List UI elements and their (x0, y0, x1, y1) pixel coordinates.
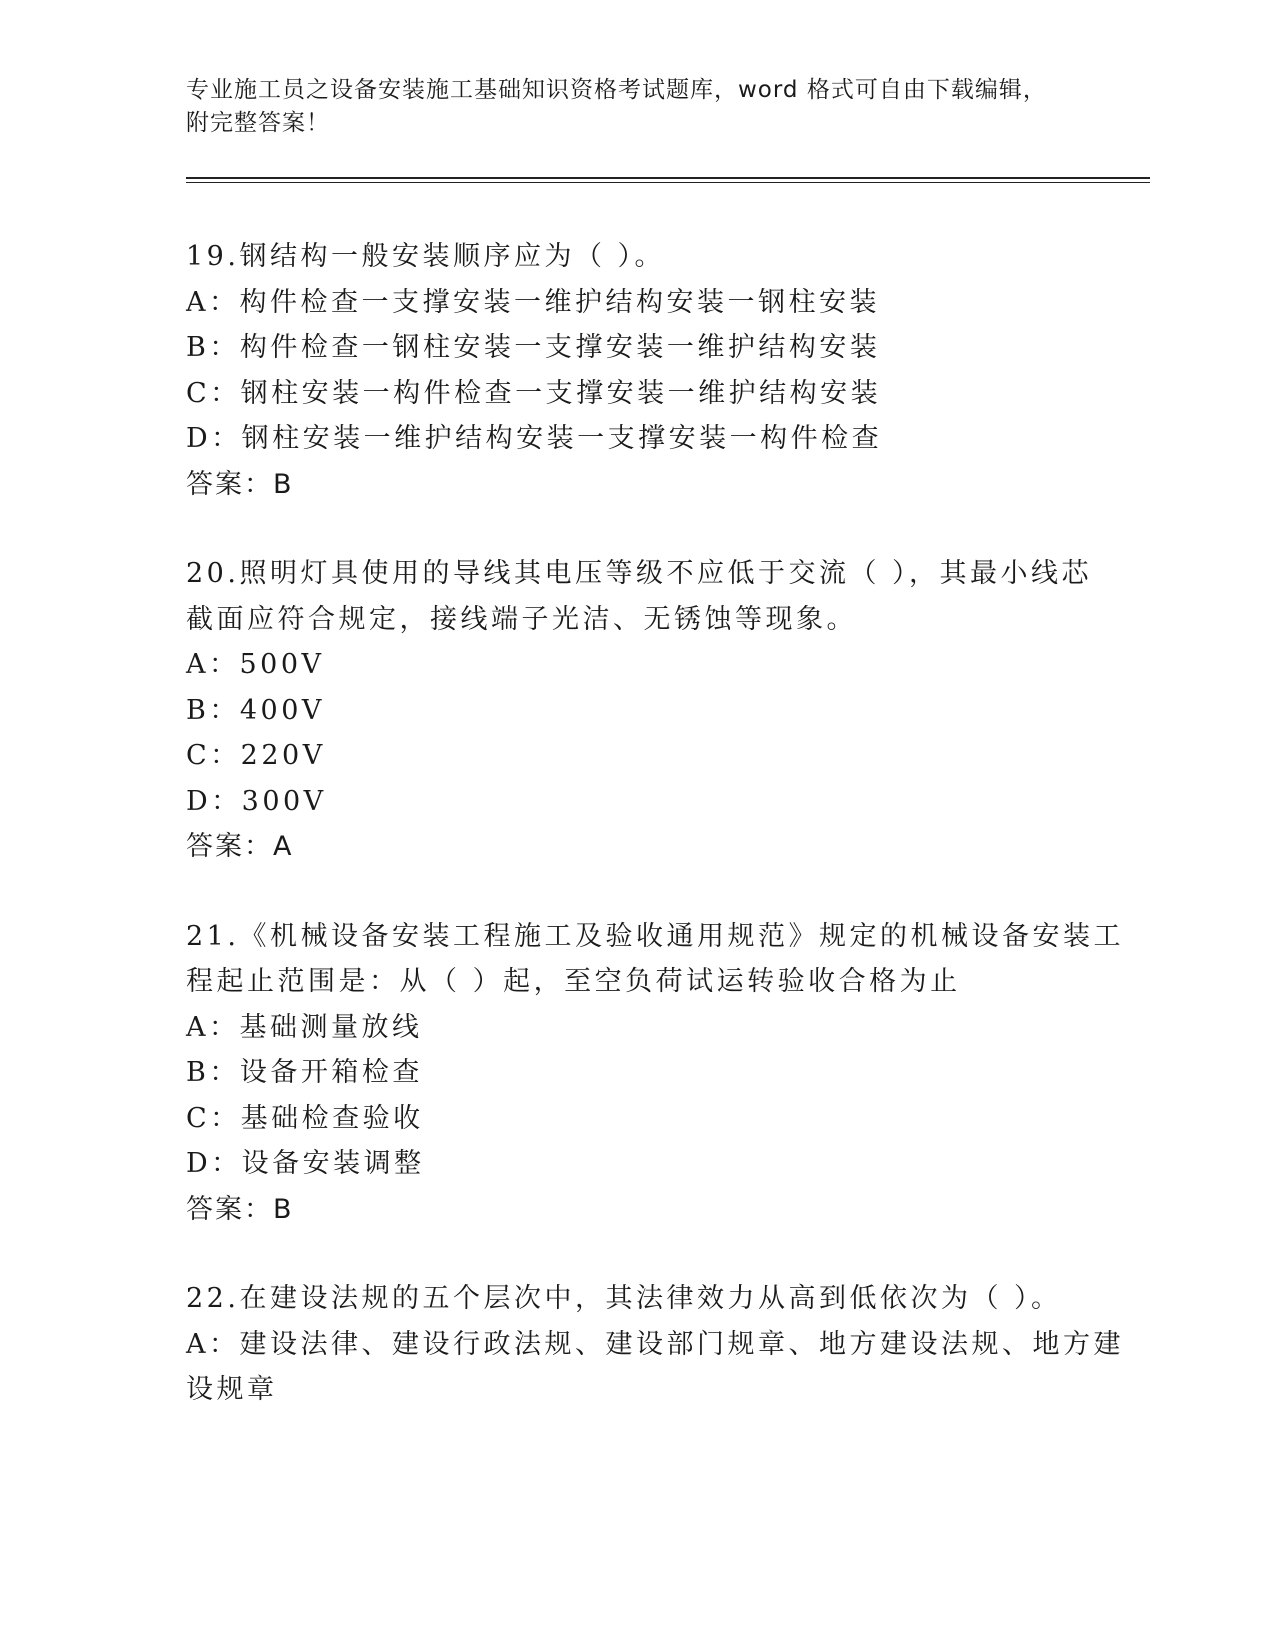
option-a: A：构件检查一支撑安装一维护结构安装一钢柱安装 (186, 286, 880, 318)
option-a: A：基础测量放线 (186, 1011, 423, 1043)
header-line-2: 附完整答案！ (186, 110, 330, 136)
option-d: D：钢柱安装一维护结构安装一支撑安装一构件检查 (186, 423, 883, 454)
answer-text: 答案：B (186, 468, 294, 500)
option-c: C：钢柱安装一构件检查一支撑安装一维护结构安装 (186, 377, 882, 409)
question-stem-line-2: 截面应符合规定，接线端子光洁、无锈蚀等现象。 (186, 603, 857, 635)
header-divider-thin (186, 182, 1150, 183)
question-22 (186, 1276, 1124, 1413)
option-d: D：300V (186, 785, 327, 817)
question-19 (186, 234, 1086, 507)
header-divider-thick (186, 177, 1150, 179)
option-a-line-1: A：建设法律、建设行政法规、建设部门规章、地方建设法规、地方建 (186, 1328, 1124, 1360)
option-c: C：220V (186, 740, 326, 771)
option-b: B：构件检查一钢柱安装一支撑安装一维护结构安装 (186, 332, 881, 363)
option-c: C：基础检查验收 (186, 1102, 424, 1134)
option-b: B：400V (186, 694, 325, 726)
page-header (186, 74, 1086, 140)
answer-text: 答案：B (186, 1193, 294, 1225)
option-b: B：设备开箱检查 (186, 1057, 423, 1088)
question-21 (186, 914, 1124, 1233)
option-a: A：500V (186, 649, 325, 680)
question-20 (186, 551, 1093, 870)
header-line-1: 专业施工员之设备安装施工基础知识资格考试题库，word 格式可自由下载编辑， (186, 77, 1047, 103)
question-stem: 22.在建设法规的五个层次中，其法律效力从高到低依次为（ ）。 (186, 1283, 1062, 1314)
question-stem-line-2: 程起止范围是：从（ ）起，至空负荷试运转验收合格为止 (186, 966, 961, 997)
option-d: D：设备安装调整 (186, 1148, 425, 1179)
answer-text: 答案：A (186, 831, 294, 862)
question-stem-line-1: 21.《机械设备安装工程施工及验收通用规范》规定的机械设备安装工 (186, 920, 1124, 952)
question-stem: 19.钢结构一般安装顺序应为（ ）。 (186, 241, 666, 272)
question-stem-line-1: 20.照明灯具使用的导线其电压等级不应低于交流（ ），其最小线芯 (186, 558, 1093, 589)
option-a-line-2: 设规章 (186, 1374, 278, 1405)
question-list (186, 234, 1124, 1457)
